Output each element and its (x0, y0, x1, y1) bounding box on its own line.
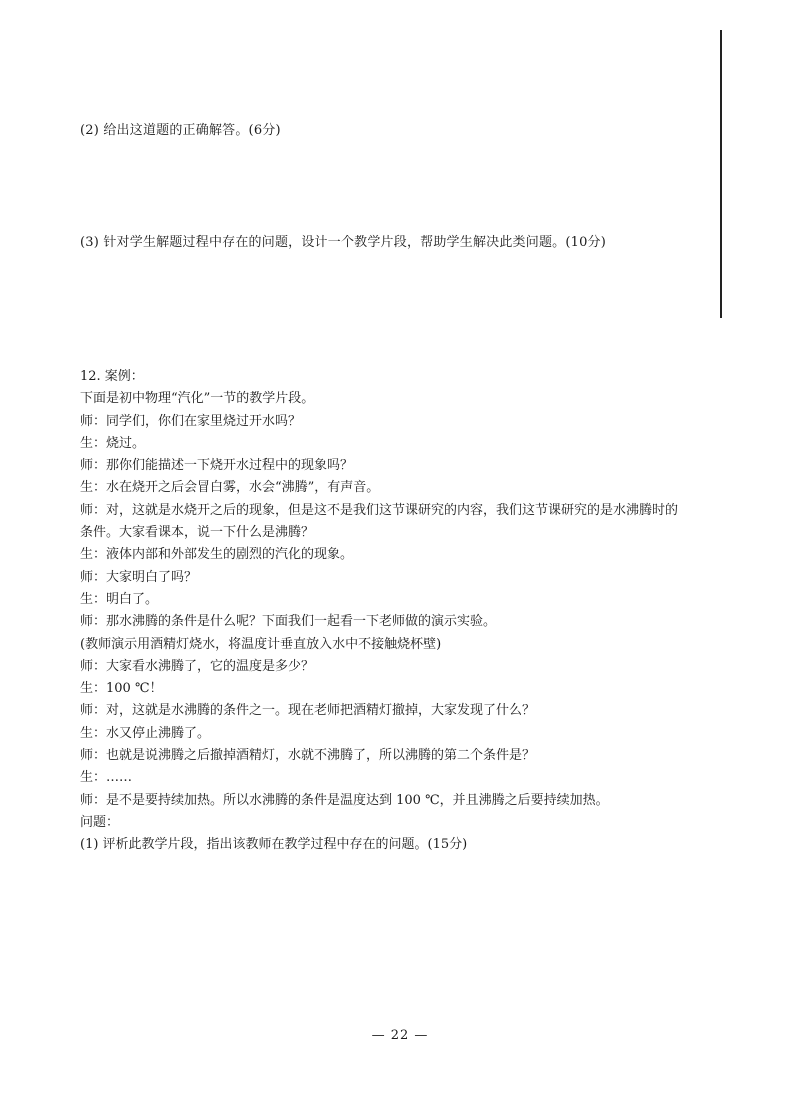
question-3-text: (3) 针对学生解题过程中存在的问题，设计一个教学片段，帮助学生解决此类问题。(10分) (80, 235, 607, 250)
dialogue-line: 生：液体内部和外部发生的剧烈的汽化的现象。 (80, 547, 354, 563)
dialogue-line: 生：100 ℃！ (80, 681, 163, 697)
dialogue-line: (教师演示用酒精灯烧水，将温度计垂直放入水中不接触烧杯壁) (80, 636, 442, 652)
dialogue-line: 师：对，这就是水沸腾的条件之一。现在老师把酒精灯撤掉，大家发现了什么？ (80, 703, 536, 719)
dialogue-line: 师：同学们，你们在家里烧过开水吗？ (80, 413, 302, 429)
case-12-block (80, 366, 680, 857)
case-intro: 下面是初中物理“汽化”一节的教学片段。 (80, 391, 315, 407)
dialogue-line: 师：那你们能描述一下烧开水过程中的现象吗？ (80, 458, 354, 474)
case-heading: 12. 案例： (80, 369, 144, 384)
page-number: — 22 — (371, 1028, 429, 1043)
dialogue-line: 师：大家明白了吗？ (80, 569, 198, 585)
dialogue-line: 师：那水沸腾的条件是什么呢？下面我们一起看一下老师做的演示实验。 (80, 614, 497, 630)
dialogue-line: 生：水在烧开之后会冒白雾，水会“沸腾”，有声音。 (80, 480, 380, 496)
question-2-text: (2) 给出这道题的正确解答。(6分) (80, 123, 281, 138)
dialogue-line: 生：烧过。 (80, 435, 146, 451)
dialogue-line: 师：是不是要持续加热。所以水沸腾的条件是温度达到 100 ℃，并且沸腾之后要持续加热。 (80, 792, 609, 808)
binding-edge-line (720, 30, 722, 318)
question-1-text: (1) 评析此教学片段，指出该教师在教学过程中存在的问题。(15分) (80, 837, 468, 853)
questions-label: 问题： (80, 814, 120, 830)
dialogue-line: 生：…… (80, 770, 133, 786)
dialogue-line: 师：对，这就是水烧开之后的现象，但是这不是我们这节课研究的内容，我们这节课研究的是水沸腾时的条件。大家看课本，说一下什么是沸腾？ (80, 502, 679, 541)
dialogue-line: 师：也就是说沸腾之后撤掉酒精灯，水就不沸腾了，所以沸腾的第二个条件是？ (80, 748, 536, 764)
dialogue-line: 师：大家看水沸腾了，它的温度是多少？ (80, 658, 315, 674)
dialogue-line: 生：明白了。 (80, 591, 159, 607)
dialogue-line: 生：水又停止沸腾了。 (80, 725, 211, 741)
